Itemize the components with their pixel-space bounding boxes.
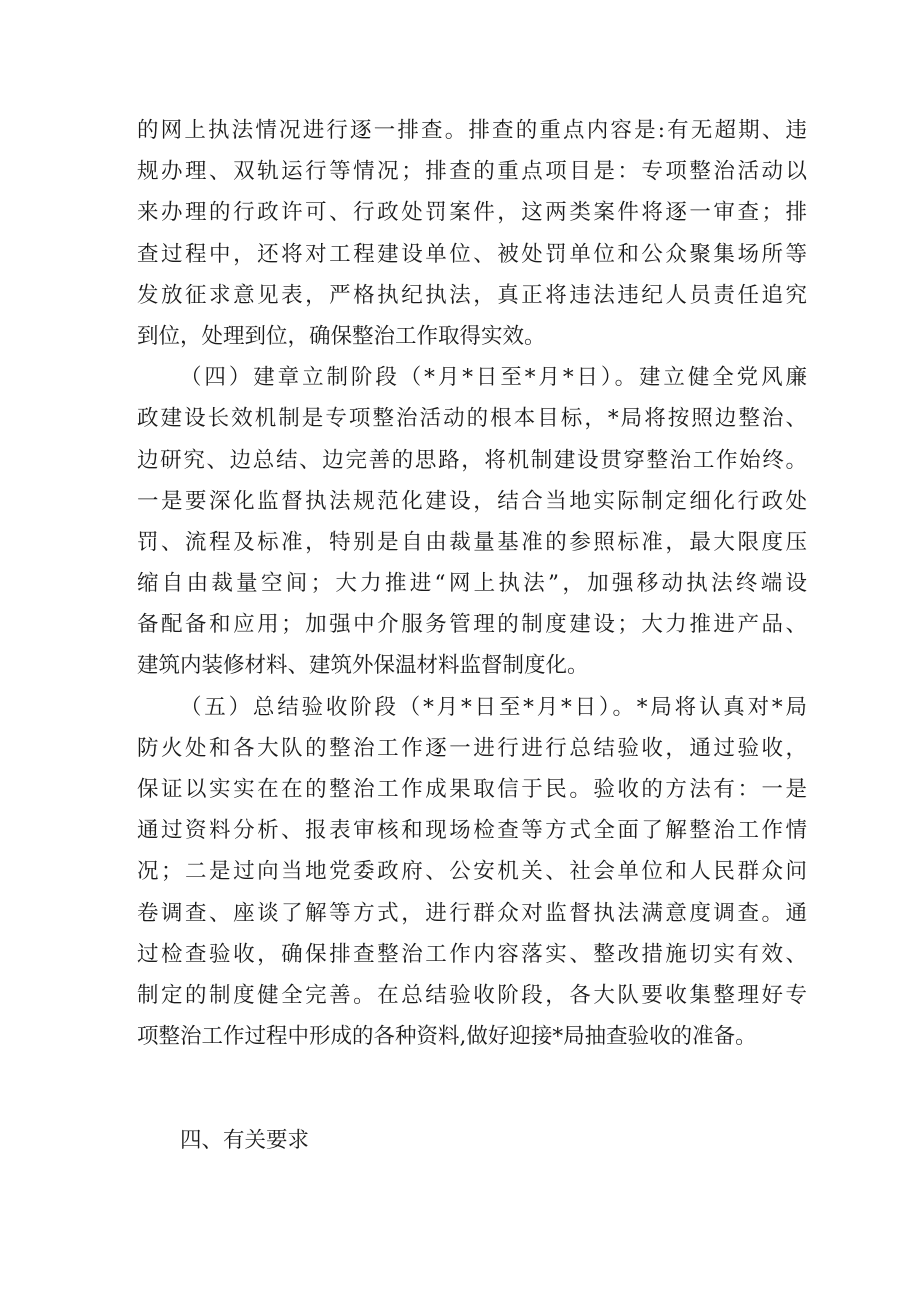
text-line: 发放征求意见表，严格执纪执法，真正将违法违纪人员责任追究 bbox=[137, 282, 807, 308]
text-line: 政建设长效机制是专项整治活动的根本目标，*局将按照边整治、 bbox=[137, 406, 807, 432]
text-line: 通过资料分析、报表审核和现场检查等方式全面了解整治工作情 bbox=[137, 818, 807, 844]
text-line: （五）总结验收阶段（*月*日至*月*日）。*局将认真对*局 bbox=[180, 694, 807, 720]
text-line: 备配备和应用；加强中介服务管理的制度建设；大力推进产品、 bbox=[137, 612, 807, 638]
text-line: 来办理的行政许可、行政处罚案件，这两类案件将逐一审查；排 bbox=[137, 200, 807, 226]
text-line: 建筑内装修材料、建筑外保温材料监督制度化。 bbox=[137, 653, 589, 679]
text-line: 罚、流程及标准，特别是自由裁量基准的参照标准，最大限度压 bbox=[137, 529, 807, 555]
text-line: 过检查验收，确保排查整治工作内容落实、整改措施切实有效、 bbox=[137, 941, 807, 967]
text-line: 的网上执法情况进行逐一排查。排查的重点内容是:有无超期、违 bbox=[137, 118, 807, 143]
text-line: 制定的制度健全完善。在总结验收阶段，各大队要收集整理好专 bbox=[137, 982, 807, 1008]
text-line: 缩自由裁量空间；大力推进“网上执法”，加强移动执法终端设 bbox=[137, 571, 807, 597]
text-line: 卷调查、座谈了解等方式，进行群众对监督执法满意度调查。通 bbox=[137, 900, 807, 926]
text-line: 规办理、双轨运行等情况；排查的重点项目是：专项整治活动以 bbox=[137, 159, 807, 185]
text-line: 查过程中，还将对工程建设单位、被处罚单位和公众聚集场所等 bbox=[137, 241, 807, 267]
document-body bbox=[137, 110, 807, 1057]
text-line: 到位，处理到位，确保整治工作取得实效。 bbox=[137, 323, 546, 349]
section-heading: 四、有关要求 bbox=[180, 1128, 310, 1153]
text-line: （四）建章立制阶段（*月*日至*月*日）。建立健全党风廉 bbox=[180, 365, 807, 391]
text-line: 一是要深化监督执法规范化建设，结合当地实际制定细化行政处 bbox=[137, 488, 807, 514]
text-line: 保证以实实在在的整治工作成果取信于民。验收的方法有：一是 bbox=[137, 777, 807, 802]
text-line: 项整治工作过程中形成的各种资料,做好迎接*局抽查验收的准备。 bbox=[137, 1024, 757, 1050]
text-line: 况；二是过向当地党委政府、公安机关、社会单位和人民群众问 bbox=[137, 859, 807, 885]
text-line: 防火处和各大队的整治工作逐一进行进行总结验收，通过验收， bbox=[137, 735, 807, 761]
text-line: 边研究、边总结、边完善的思路，将机制建设贯穿整治工作始终。 bbox=[137, 447, 807, 473]
